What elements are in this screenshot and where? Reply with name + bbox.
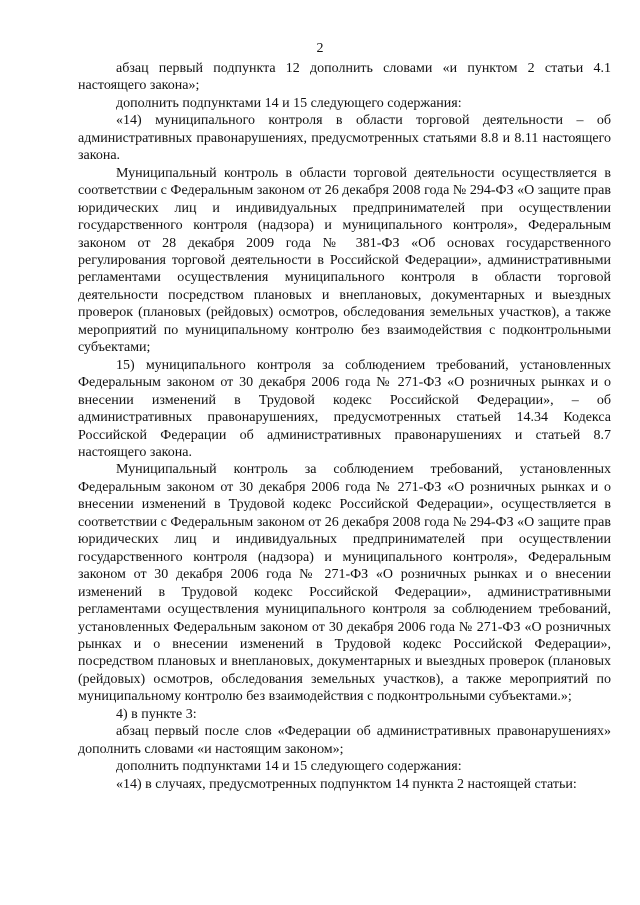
paragraph: Муниципальный контроль в области торговой деятельности осуществляется в соответствии с Федеральным законом от 26 декабря 2008 года № 294-ФЗ «О защите прав юридических лиц и индивидуальных предпринимателей при осуществлении государственного контроля (надзора) и муниципального контроля», Федеральным законом от 28 декабря 2009 года № 381-ФЗ «Об основах государственного регулирования торговой деятельности в Российской Федерации», административными регламентами осуществления муниципального контроля в области торговой деятельности посредством плановых и внеплановых, документарных и выездных проверок (плановых (рейдовых) осмотров, обследования земельных участков), а также мероприятий по муниципальному контролю без взаимодействия с подконтрольными субъектами; bbox=[78, 165, 611, 356]
page-number: 2 bbox=[316, 41, 324, 56]
paragraph: «14) в случаях, предусмотренных подпунктом 14 пункта 2 настоящей статьи: bbox=[116, 776, 577, 792]
paragraph: абзац первый после слов «Федерации об административных правонарушениях» дополнить словами «и настоящим законом»; bbox=[78, 724, 611, 757]
paragraph: дополнить подпунктами 14 и 15 следующего содержания: bbox=[116, 759, 462, 775]
paragraph: «14) муниципального контроля в области торговой деятельности – об административных правонарушениях, предусмотренных статьями 8.8 и 8.11 настоящего закона. bbox=[78, 113, 611, 164]
paragraph: абзац первый подпункта 12 дополнить словами «и пунктом 2 статьи 4.1 настоящего закона»; bbox=[78, 61, 611, 94]
paragraph: 15) муниципального контроля за соблюдением требований, установленных Федеральным законом от 30 декабря 2006 года № 271-ФЗ «О розничных рынках и о внесении изменений в Трудовой кодекс Российской Федерации», – об административных правонарушениях, предусмотренных статьей 14.34 Кодекса Российской Федерации об административных правонарушениях и статьей 8.7 настоящего закона. bbox=[78, 357, 611, 460]
paragraph: 4) в пункте 3: bbox=[116, 706, 197, 722]
paragraph: дополнить подпунктами 14 и 15 следующего содержания: bbox=[116, 95, 462, 111]
paragraph: Муниципальный контроль за соблюдением требований, установленных Федеральным законом от 30 декабря 2006 года № 271-ФЗ «О розничных рынках и о внесении изменений в Трудовой кодекс Российской Федерации», осуществляется в соответствии с Федеральным законом от 26 декабря 2008 года № 294-ФЗ «О защите прав юридических лиц и индивидуальных предпринимателей при осуществлении государственного контроля (надзора) и муниципального контроля», Федеральным законом от 30 декабря 2006 года № 271-ФЗ «О розничных рынках и о внесении изменений в Трудовой кодекс Российской Федерации», административными регламентами осуществления муниципального контроля за соблюдением требований, установленных Федеральным законом от 30 декабря 2006 года № 271-ФЗ «О розничных рынках и о внесении изменений в Трудовой кодекс Российской Федерации», посредством плановых и внеплановых, документарных и выездных проверок (плановых (рейдовых) осмотров, обследования земельных участков), а также мероприятий по муниципальному контролю без взаимодействия с подконтрольными субъектами.»; bbox=[78, 462, 611, 705]
document-body bbox=[78, 60, 611, 793]
